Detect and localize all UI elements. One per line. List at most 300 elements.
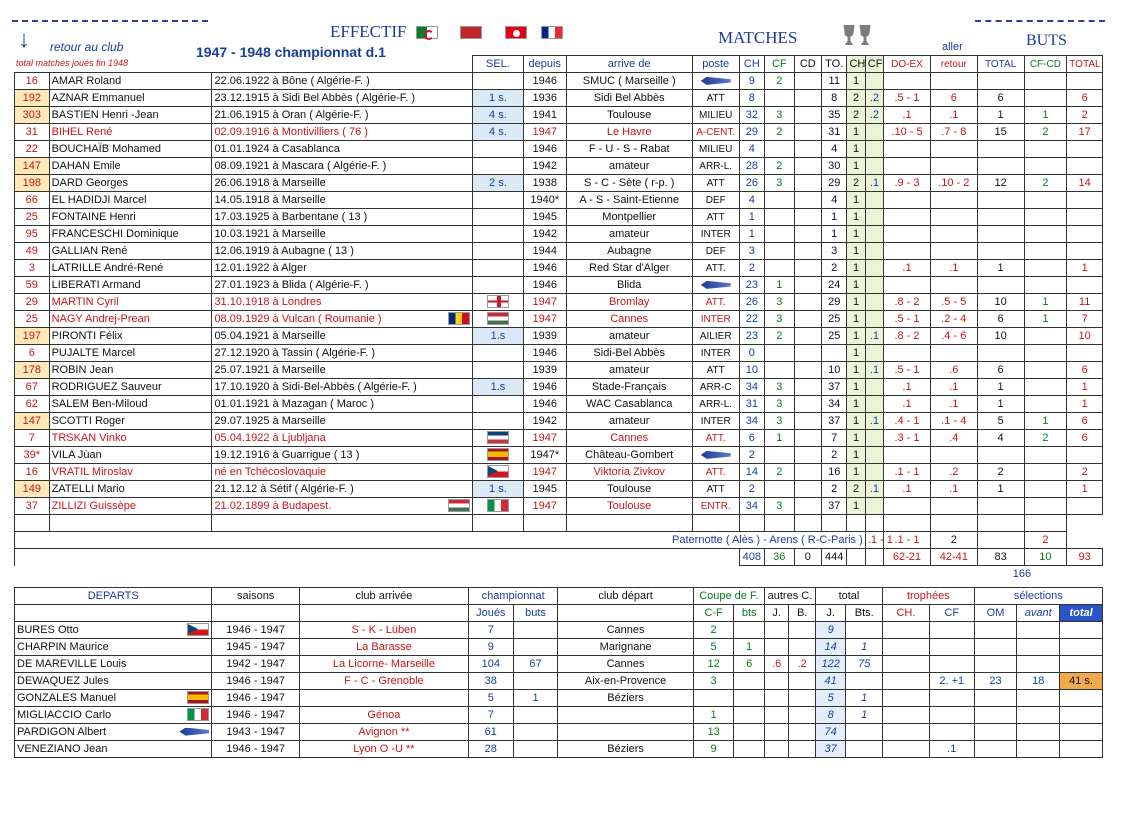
depart-aj: [765, 690, 789, 707]
depart-tj: 37: [815, 741, 846, 758]
depart-dep: Cannes: [558, 622, 693, 639]
goals-grand-total: 1: [1067, 481, 1103, 498]
player-since: 1947: [523, 498, 566, 515]
player-sel: [472, 192, 523, 209]
player-since: 1947: [523, 124, 566, 141]
player-sel: [472, 243, 523, 260]
depart-arr: La Barasse: [299, 639, 468, 656]
player-number: 62: [15, 396, 50, 413]
trophy-cf: .1: [865, 481, 883, 498]
trophy-cf: [865, 73, 883, 90]
depart-tb: 1: [846, 639, 883, 656]
depart-seasons: 1946 - 1947: [212, 673, 300, 690]
matches-ch: 8: [739, 90, 764, 107]
ita-flag-icon: [487, 499, 509, 512]
player-position: A-CENT.: [692, 124, 739, 141]
goals-retour: [930, 447, 977, 464]
matches-cd: [794, 481, 821, 498]
player-number: 149: [15, 481, 50, 498]
depart-row[interactable]: [15, 656, 1103, 673]
matches-ch: 1: [739, 209, 764, 226]
player-birth: 12.06.1919 à Aubagne ( 13 ): [212, 243, 473, 260]
player-sel: [472, 158, 523, 175]
player-position: INTER: [692, 345, 739, 362]
matches-cd: [794, 362, 821, 379]
goals-cfcd: [1024, 226, 1067, 243]
depart-av: [1017, 690, 1060, 707]
trophy-cf: [865, 294, 883, 311]
player-row[interactable]: [15, 430, 1103, 447]
depart-av: [1017, 622, 1060, 639]
matches-ch: 2: [739, 260, 764, 277]
goals-total: [977, 73, 1024, 90]
depart-aj: [765, 707, 789, 724]
goals-retour: .5 - 5: [930, 294, 977, 311]
trophy-cf: .1: [865, 413, 883, 430]
matches-cf: 2: [765, 158, 795, 175]
depart-tcf: [929, 622, 974, 639]
aller-label: aller: [942, 41, 963, 53]
goals-doex: [884, 243, 931, 260]
player-position: [692, 277, 739, 294]
depart-tot: [1060, 639, 1103, 656]
goals-grand-total: [1067, 277, 1103, 294]
player-sel: 1 s.: [472, 90, 523, 107]
player-row[interactable]: [15, 192, 1103, 209]
player-since: 1942: [523, 226, 566, 243]
paternotte-label: Paternotte ( Alès ) - Arens ( R-C-Paris ): [15, 532, 866, 549]
depart-cf: 13: [693, 724, 734, 741]
goals-doex: [884, 345, 931, 362]
player-row[interactable]: [15, 396, 1103, 413]
player-row[interactable]: [15, 243, 1103, 260]
player-from: Sidi-Bel Abbès: [566, 345, 692, 362]
player-name: TRSKAN Vinko: [49, 430, 212, 447]
col-joues: Joués: [468, 605, 513, 622]
goals-grand-total: [1067, 243, 1103, 260]
totals-sub: 166: [1012, 567, 1032, 580]
player-since: 1944: [523, 243, 566, 260]
goals-total: [977, 243, 1024, 260]
trophy-ch: 1: [847, 345, 865, 362]
player-sel: [472, 226, 523, 243]
plane-icon: [701, 281, 731, 289]
goals-retour: [930, 158, 977, 175]
goals-doex: .5 - 1: [884, 362, 931, 379]
trophy-cf: [865, 192, 883, 209]
trophy-cf: [865, 209, 883, 226]
depart-dep: Cannes: [558, 656, 693, 673]
player-row[interactable]: [15, 311, 1103, 328]
depart-aj: [765, 724, 789, 741]
matches-ch: 34: [739, 379, 764, 396]
goals-grand-total: [1067, 226, 1103, 243]
matches-total: 35: [822, 107, 847, 124]
header-flags: [416, 24, 563, 42]
player-name: PIRONTI Félix: [49, 328, 212, 345]
player-row[interactable]: [15, 260, 1103, 277]
trophy-cf: [865, 243, 883, 260]
matches-ch: 26: [739, 175, 764, 192]
player-from: Montpellier: [566, 209, 692, 226]
matches-cd: [794, 379, 821, 396]
player-name: VILA Jùan: [49, 447, 212, 464]
player-position: ATT.: [692, 294, 739, 311]
col-coupe: Coupe de F.: [693, 588, 764, 605]
depart-bts: [734, 622, 765, 639]
depart-j: 9: [468, 639, 513, 656]
player-number: 39*: [15, 447, 50, 464]
goals-doex: .1: [884, 396, 931, 413]
player-from: Château-Gombert: [566, 447, 692, 464]
player-sel: [472, 464, 523, 481]
goals-total: 15: [977, 124, 1024, 141]
goals-total: [977, 158, 1024, 175]
col-bts2: Bts.: [846, 605, 883, 622]
goals-retour: .1: [930, 396, 977, 413]
depart-arr: Lyon O -U **: [299, 741, 468, 758]
player-position: ATT.: [692, 260, 739, 277]
depart-name: DEWAQUEZ Jules: [15, 673, 212, 690]
player-since: 1938: [523, 175, 566, 192]
player-name: GALLIAN René: [49, 243, 212, 260]
player-sel: 2 s.: [472, 175, 523, 192]
trophy-ch: 2: [847, 481, 865, 498]
depart-row[interactable]: [15, 639, 1103, 656]
player-sel: [472, 294, 523, 311]
depart-arr: [299, 690, 468, 707]
matches-total: 11: [822, 73, 847, 90]
goals-total: [977, 277, 1024, 294]
goals-cfcd: [1024, 243, 1067, 260]
player-since: 1939: [523, 328, 566, 345]
roster-table: [14, 55, 1103, 582]
goals-total: 1: [977, 107, 1024, 124]
matches-total: 29: [822, 175, 847, 192]
goals-total: [977, 209, 1024, 226]
goals-doex: .8 - 2: [884, 294, 931, 311]
goals-cfcd: [1024, 277, 1067, 294]
goals-retour: .2 - 4: [930, 311, 977, 328]
player-position: MILIEU: [692, 141, 739, 158]
goals-doex: [884, 498, 931, 515]
depart-tb: 1: [846, 707, 883, 724]
depart-cf: 3: [693, 673, 734, 690]
goals-retour: [930, 498, 977, 515]
matches-total: 29: [822, 294, 847, 311]
player-since: 1947: [523, 464, 566, 481]
matches-total: 2: [822, 260, 847, 277]
depart-tj: 8: [815, 707, 846, 724]
player-row[interactable]: [15, 73, 1103, 90]
player-name: SCOTTI Roger: [49, 413, 212, 430]
player-row[interactable]: [15, 90, 1103, 107]
player-row[interactable]: [15, 107, 1103, 124]
goals-doex: .1: [884, 107, 931, 124]
player-row[interactable]: [15, 447, 1103, 464]
player-from: WAC Casablanca: [566, 396, 692, 413]
col-cf-t: CF: [929, 605, 974, 622]
player-row[interactable]: [15, 124, 1103, 141]
depart-tcf: 2. +1: [929, 673, 974, 690]
player-birth: 25.07.1921 à Marseille: [212, 362, 473, 379]
goals-retour: [930, 141, 977, 158]
trophy-cf: .1: [865, 175, 883, 192]
depart-j: 61: [468, 724, 513, 741]
matches-cf: 3: [765, 498, 795, 515]
depart-tj: 41: [815, 673, 846, 690]
goals-grand-total: 14: [1067, 175, 1103, 192]
depart-arr: Avignon **: [299, 724, 468, 741]
matches-ch: 23: [739, 277, 764, 294]
player-sel: [472, 311, 523, 328]
player-name: BASTIEN Henri -Jean: [49, 107, 212, 124]
goals-cfcd: [1024, 260, 1067, 277]
matches-ch: 9: [739, 73, 764, 90]
goals-grand-total: 6: [1067, 413, 1103, 430]
player-row[interactable]: [15, 226, 1103, 243]
player-position: ATT: [692, 90, 739, 107]
player-birth: 23.12.1915 à Sidi Bel Abbès ( Algérie-F. ): [212, 90, 473, 107]
player-birth: 01.01.1921 à Mazagan ( Maroc ): [212, 396, 473, 413]
matches-ch: 1: [739, 226, 764, 243]
player-birth: 21.12.12 à Sétif ( Algérie-F. ): [212, 481, 473, 498]
goals-doex: [884, 447, 931, 464]
depart-row[interactable]: [15, 724, 1103, 741]
player-sel: [472, 277, 523, 294]
matches-cd: [794, 90, 821, 107]
depart-tot: [1060, 622, 1103, 639]
goals-total: [977, 498, 1024, 515]
departs-header-row: [15, 588, 1103, 605]
trophy-cf: [865, 226, 883, 243]
goals-grand-total: 17: [1067, 124, 1103, 141]
trophy-icon: [842, 25, 872, 50]
goals-cfcd: [1024, 379, 1067, 396]
depart-seasons: 1946 - 1947: [212, 707, 300, 724]
player-position: ATT.: [692, 430, 739, 447]
trophy-ch: 1: [847, 243, 865, 260]
matches-total: 37: [822, 413, 847, 430]
goals-cfcd: 1: [1024, 294, 1067, 311]
trophy-ch: 1: [847, 464, 865, 481]
trophy-cf: [865, 498, 883, 515]
depart-seasons: 1946 - 1947: [212, 690, 300, 707]
player-row[interactable]: [15, 141, 1103, 158]
depart-row[interactable]: [15, 741, 1103, 758]
depart-tot: [1060, 741, 1103, 758]
matches-ch: 14: [739, 464, 764, 481]
depart-om: [974, 690, 1017, 707]
depart-tj: 122: [815, 656, 846, 673]
paternotte-total: 2: [1024, 532, 1067, 549]
goals-total: 6: [977, 90, 1024, 107]
goals-total: [977, 141, 1024, 158]
matches-cf: [765, 447, 795, 464]
player-since: 1946: [523, 141, 566, 158]
trophy-ch: 1: [847, 447, 865, 464]
spa-flag-icon: [187, 691, 209, 704]
matches-total: 8: [822, 90, 847, 107]
depart-tch: [883, 724, 930, 741]
player-name: BOUCHAÏB Mohamed: [49, 141, 212, 158]
cze-flag-icon: [487, 465, 509, 478]
player-birth: 02.09.1916 à Montivilliers ( 76 ): [212, 124, 473, 141]
matches-ch: 31: [739, 396, 764, 413]
trophy-cf: [865, 464, 883, 481]
goals-cfcd: [1024, 396, 1067, 413]
totals-ret: 42-41: [930, 549, 977, 566]
matches-total: 2: [822, 447, 847, 464]
depart-arr: Génoa: [299, 707, 468, 724]
player-since: 1946: [523, 260, 566, 277]
matches-cd: [794, 345, 821, 362]
depart-b: [513, 622, 558, 639]
col-ch: CH: [739, 56, 764, 73]
depart-row[interactable]: [15, 673, 1103, 690]
player-row[interactable]: [15, 464, 1103, 481]
matches-cd: [794, 192, 821, 209]
player-row[interactable]: [15, 175, 1103, 192]
player-since: 1946: [523, 396, 566, 413]
col-cf-d: C-F: [693, 605, 734, 622]
depart-dep: Marignane: [558, 639, 693, 656]
matches-total: 10: [822, 362, 847, 379]
player-row[interactable]: [15, 294, 1103, 311]
rom-flag-icon: [448, 312, 470, 325]
goals-retour: [930, 209, 977, 226]
player-position: ATT: [692, 362, 739, 379]
player-from: A - S - Saint-Etienne: [566, 192, 692, 209]
player-row[interactable]: [15, 209, 1103, 226]
player-row[interactable]: [15, 498, 1103, 515]
player-row[interactable]: [15, 413, 1103, 430]
player-from: Bromlay: [566, 294, 692, 311]
depart-row[interactable]: [15, 690, 1103, 707]
goals-cfcd: [1024, 73, 1067, 90]
depart-av: 18: [1017, 673, 1060, 690]
depart-j: 7: [468, 622, 513, 639]
matches-cf: 3: [765, 396, 795, 413]
goals-doex: [884, 209, 931, 226]
goals-retour: .1: [930, 107, 977, 124]
player-number: 16: [15, 73, 50, 90]
player-position: INTER: [692, 311, 739, 328]
matches-cd: [794, 158, 821, 175]
player-row[interactable]: [15, 345, 1103, 362]
goals-doex: [884, 158, 931, 175]
depart-om: [974, 622, 1017, 639]
player-row[interactable]: [15, 379, 1103, 396]
player-since: 1940*: [523, 192, 566, 209]
goals-doex: .4 - 1: [884, 413, 931, 430]
trophy-ch: 1: [847, 498, 865, 515]
matches-cf: [765, 141, 795, 158]
depart-aj: [765, 622, 789, 639]
depart-tb: [846, 724, 883, 741]
col-cfcd: CF-CD: [1024, 56, 1067, 73]
depart-ab: [789, 690, 815, 707]
player-row[interactable]: [15, 277, 1103, 294]
player-row[interactable]: [15, 362, 1103, 379]
trophy-cf: .1: [865, 362, 883, 379]
matches-ch: 34: [739, 498, 764, 515]
goals-doex: .1: [884, 260, 931, 277]
player-birth: 26.06.1918 à Marseille: [212, 175, 473, 192]
matches-ch: 22: [739, 311, 764, 328]
matches-cd: [794, 328, 821, 345]
goals-retour: .4 - 6: [930, 328, 977, 345]
player-number: 49: [15, 243, 50, 260]
trophy-ch: 1: [847, 413, 865, 430]
player-name: PUJALTE Marcel: [49, 345, 212, 362]
depart-row[interactable]: [15, 622, 1103, 639]
depart-ab: [789, 673, 815, 690]
matches-total: 3: [822, 243, 847, 260]
matches-total: 1: [822, 226, 847, 243]
matches-total: 34: [822, 396, 847, 413]
matches-ch: 4: [739, 192, 764, 209]
goals-cfcd: [1024, 481, 1067, 498]
down-arrow-icon[interactable]: ↓: [18, 26, 30, 53]
player-sel: [472, 345, 523, 362]
goals-retour: [930, 243, 977, 260]
player-since: 1945: [523, 481, 566, 498]
matches-cd: [794, 447, 821, 464]
player-since: 1947*: [523, 447, 566, 464]
player-birth: 05.04.1921 à Marseille: [212, 328, 473, 345]
depart-tb: [846, 741, 883, 758]
goals-retour: .2: [930, 464, 977, 481]
goals-grand-total: 11: [1067, 294, 1103, 311]
player-birth: 31.10.1918 à Londres: [212, 294, 473, 311]
matches-cf: 3: [765, 413, 795, 430]
player-number: 22: [15, 141, 50, 158]
player-birth: 01.01.1924 à Casablanca: [212, 141, 473, 158]
depart-name: CHARPIN Maurice: [15, 639, 212, 656]
hun-flag-icon: [487, 312, 509, 325]
player-row[interactable]: [15, 481, 1103, 498]
depart-om: [974, 724, 1017, 741]
goals-doex: .3 - 1: [884, 430, 931, 447]
goals-cfcd: 1: [1024, 107, 1067, 124]
effectif-title: EFFECTIF: [330, 22, 407, 41]
trophy-ch: 1: [847, 277, 865, 294]
trophy-cf: [865, 379, 883, 396]
depart-tj: 74: [815, 724, 846, 741]
goals-cfcd: [1024, 141, 1067, 158]
trophy-ch: 1: [847, 362, 865, 379]
goals-cfcd: [1024, 90, 1067, 107]
player-from: Toulouse: [566, 498, 692, 515]
trophy-ch: 2: [847, 107, 865, 124]
player-row[interactable]: [15, 158, 1103, 175]
player-birth: 29.07.1925 à Marseille: [212, 413, 473, 430]
depart-tot: [1060, 690, 1103, 707]
depart-bts: 6: [734, 656, 765, 673]
depart-av: [1017, 724, 1060, 741]
player-row[interactable]: [15, 328, 1103, 345]
player-sel: [472, 209, 523, 226]
depart-cf: 9: [693, 741, 734, 758]
goals-cfcd: [1024, 498, 1067, 515]
player-from: Stade-Français: [566, 379, 692, 396]
back-to-club-link[interactable]: retour au club: [50, 40, 124, 54]
matches-ch: 28: [739, 158, 764, 175]
goals-cfcd: 2: [1024, 175, 1067, 192]
depart-row[interactable]: [15, 707, 1103, 724]
depart-b: [513, 724, 558, 741]
